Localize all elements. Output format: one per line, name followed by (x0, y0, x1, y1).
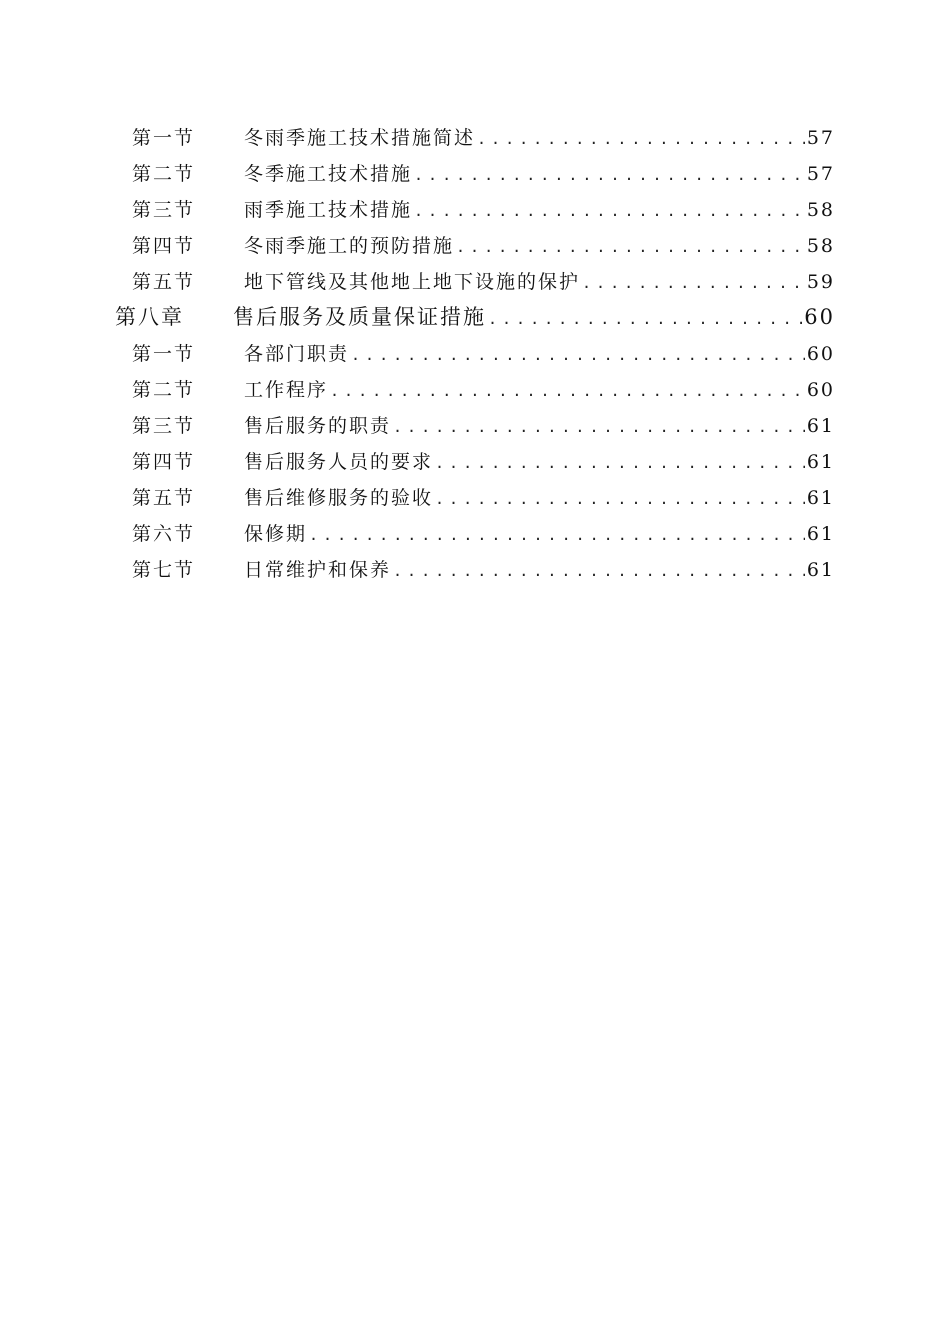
toc-entry[interactable] (0, 514, 950, 550)
toc-entry-page: 58 (806, 234, 835, 257)
toc-entry-title: 日常维护和保养 (244, 558, 392, 581)
toc-entry-title: 售后服务的职责 (244, 414, 392, 437)
toc-entry-title: 冬雨季施工的预防措施 (244, 234, 455, 257)
toc-entry[interactable] (0, 154, 950, 190)
toc-chapter-page: 60 (804, 305, 835, 329)
toc-entry-number: 第六节 (132, 522, 196, 545)
toc-entry-line (244, 195, 835, 222)
toc-entry-title: 保修期 (244, 522, 308, 545)
toc-entry-line (244, 447, 835, 474)
toc-entry-line (244, 555, 835, 582)
dot-leader (393, 418, 805, 436)
toc-entry[interactable] (0, 226, 950, 262)
dot-leader (435, 454, 805, 472)
toc-entry[interactable] (0, 442, 950, 478)
toc-entry-page: 57 (806, 162, 835, 185)
toc-entry-title: 售后维修服务的验收 (244, 486, 434, 509)
toc-entry[interactable] (0, 190, 950, 226)
toc-entry-line (244, 123, 835, 150)
toc-entry-number: 第一节 (132, 126, 196, 149)
dot-leader (477, 130, 805, 148)
toc-entry[interactable] (0, 478, 950, 514)
toc-entry-page: 61 (806, 414, 835, 437)
toc-entry-number: 第四节 (132, 234, 196, 257)
toc-entry[interactable] (0, 334, 950, 370)
toc-entry-page: 61 (806, 558, 835, 581)
toc-entry-line (244, 411, 835, 438)
toc-entry-page: 59 (806, 270, 835, 293)
table-of-contents (0, 118, 950, 586)
toc-entry-line (244, 483, 835, 510)
toc-entry[interactable] (0, 406, 950, 442)
toc-entry-page: 57 (806, 126, 835, 149)
toc-entry-line (233, 301, 835, 331)
dot-leader (414, 202, 805, 220)
toc-chapter-title: 售后服务及质量保证措施 (233, 305, 486, 329)
toc-entry-number: 第二节 (132, 378, 196, 401)
toc-entry-number: 第五节 (132, 486, 196, 509)
toc-entry-line (244, 267, 835, 294)
toc-entry[interactable] (0, 550, 950, 586)
toc-entry[interactable] (0, 262, 950, 298)
dot-leader (582, 274, 805, 292)
toc-chapter-entry[interactable] (0, 298, 950, 334)
toc-entry-title: 地下管线及其他地上地下设施的保护 (244, 270, 581, 293)
dot-leader (456, 238, 805, 256)
dot-leader (351, 346, 805, 364)
toc-entry-line (244, 231, 835, 258)
toc-entry-number: 第三节 (132, 198, 196, 221)
toc-entry-line (244, 339, 835, 366)
toc-chapter-number: 第八章 (115, 305, 184, 329)
toc-entry-title: 工作程序 (244, 378, 329, 401)
dot-leader (435, 490, 805, 508)
toc-entry-number: 第二节 (132, 162, 196, 185)
toc-entry-title: 雨季施工技术措施 (244, 198, 413, 221)
toc-entry-number: 第七节 (132, 558, 196, 581)
toc-entry-line (244, 375, 835, 402)
dot-leader (393, 562, 805, 580)
toc-entry-page: 58 (806, 198, 835, 221)
toc-entry-number: 第五节 (132, 270, 196, 293)
dot-leader (330, 382, 805, 400)
toc-entry-page: 61 (806, 522, 835, 545)
toc-entry-line (244, 519, 835, 546)
toc-entry-page: 61 (806, 450, 835, 473)
toc-entry-title: 冬季施工技术措施 (244, 162, 413, 185)
toc-entry-number: 第一节 (132, 342, 196, 365)
toc-entry-page: 60 (806, 342, 835, 365)
toc-entry-page: 61 (806, 486, 835, 509)
toc-entry-page: 60 (806, 378, 835, 401)
toc-entry-number: 第三节 (132, 414, 196, 437)
toc-entry-line (244, 159, 835, 186)
toc-entry-number: 第四节 (132, 450, 196, 473)
dot-leader (488, 310, 802, 328)
toc-entry-title: 售后服务人员的要求 (244, 450, 434, 473)
dot-leader (414, 166, 805, 184)
toc-entry-title: 各部门职责 (244, 342, 350, 365)
toc-entry[interactable] (0, 370, 950, 406)
toc-entry[interactable] (0, 118, 950, 154)
toc-entry-title: 冬雨季施工技术措施简述 (244, 126, 476, 149)
dot-leader (309, 526, 805, 544)
